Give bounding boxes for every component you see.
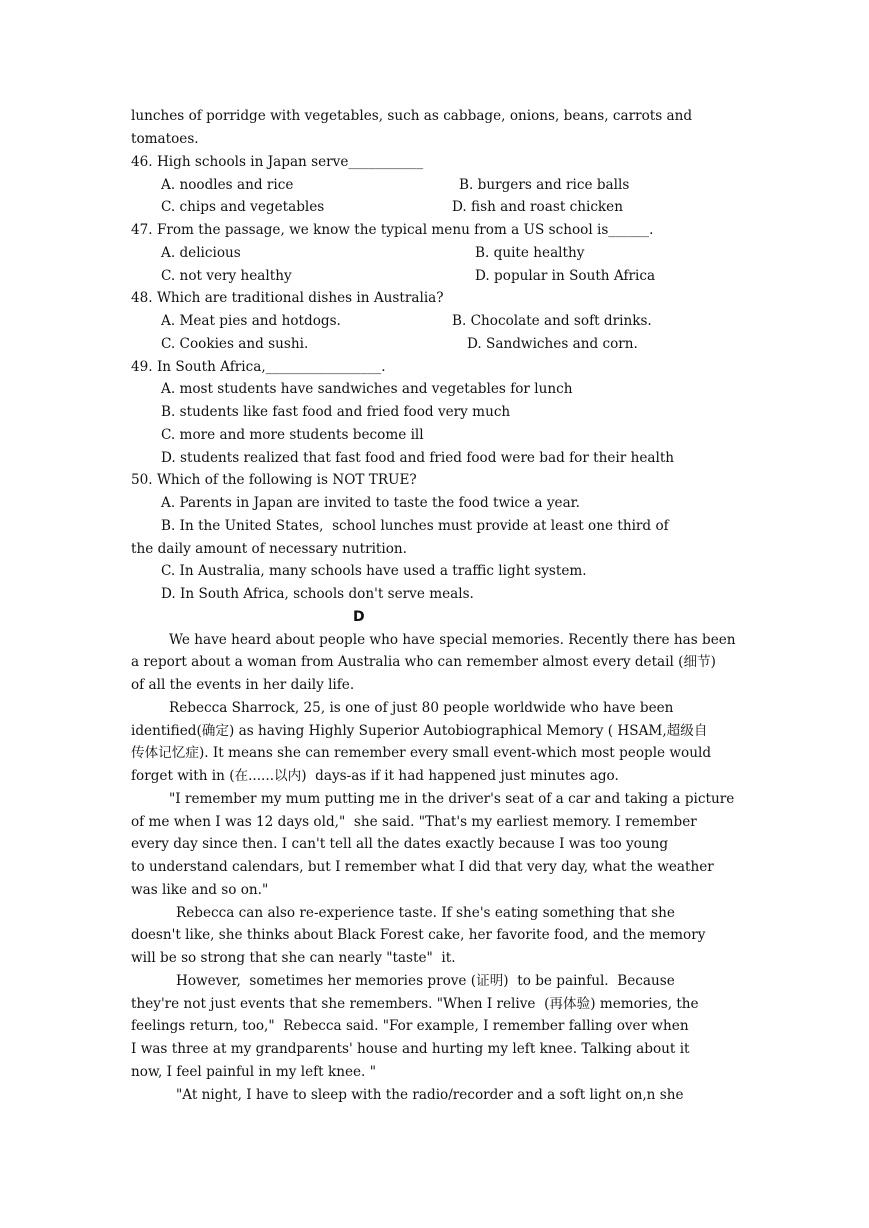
question-48-option-a: A. Meat pies and hotdogs. — [161, 313, 341, 329]
passage-line: However, sometimes her memories prove (证明) to be painful. Because — [176, 973, 675, 989]
question-49-option-c: C. more and more students become ill — [161, 427, 424, 443]
passage-line: of all the events in her daily life. — [131, 677, 355, 693]
question-46-option-a: A. noodles and rice — [161, 177, 294, 193]
passage-line: doesn't like, she thinks about Black Forest cake, her favorite food, and the memory — [131, 927, 706, 943]
question-47-option-d: D. popular in South Africa — [475, 268, 656, 284]
question-46-stem: 46. High schools in Japan serve___________ — [131, 154, 424, 170]
question-47-option-c: C. not very healthy — [161, 268, 292, 284]
passage-line: Rebecca can also re-experience taste. If she's eating something that she — [176, 905, 675, 921]
passage-line: now, I feel painful in my left knee. " — [131, 1064, 376, 1080]
passage-line: a report about a woman from Australia who can remember almost every detail (细节) — [131, 654, 716, 670]
question-48-option-d: D. Sandwiches and corn. — [467, 336, 638, 352]
fragment-line: tomatoes. — [131, 131, 199, 147]
question-46-option-b: B. burgers and rice balls — [459, 177, 630, 193]
question-49-stem: 49. In South Africa,_________________. — [131, 359, 386, 375]
passage-line: feelings return, too," Rebecca said. "For example, I remember falling over when — [131, 1018, 689, 1034]
question-50-stem: 50. Which of the following is NOT TRUE? — [131, 472, 417, 488]
question-49-option-b: B. students like fast food and fried food very much — [161, 404, 511, 420]
section-heading: D — [353, 609, 365, 625]
question-47-stem: 47. From the passage, we know the typical menu from a US school is______. — [131, 222, 654, 238]
passage-line: to understand calendars, but I remember what I did that very day, what the weather — [131, 859, 714, 875]
question-50-option-b: B. In the United States, school lunches must provide at least one third of — [161, 518, 669, 534]
passage-line: We have heard about people who have special memories. Recently there has been — [169, 632, 736, 648]
question-49-option-a: A. most students have sandwiches and vegetables for lunch — [161, 381, 573, 397]
passage-line: I was three at my grandparents' house and hurting my left knee. Talking about it — [131, 1041, 690, 1057]
question-50-option-c: C. In Australia, many schools have used a traffic light system. — [161, 563, 587, 579]
question-48-option-c: C. Cookies and sushi. — [161, 336, 309, 352]
passage-line: "At night, I have to sleep with the radio/recorder and a soft light on,n she — [176, 1087, 684, 1103]
passage-line: forget with in (在......以内) days-as if it had happened just minutes ago. — [131, 768, 619, 784]
passage-line: will be so strong that she can nearly "taste" it. — [131, 950, 456, 966]
question-46-option-c: C. chips and vegetables — [161, 199, 325, 215]
passage-line: Rebecca Sharrock, 25, is one of just 80 people worldwide who have been — [169, 700, 674, 716]
passage-line: "I remember my mum putting me in the driver's seat of a car and taking a picture — [169, 791, 735, 807]
passage-line: every day since then. I can't tell all the dates exactly because I was too young — [131, 836, 669, 852]
passage-line: 传体记忆症). It means she can remember every small event-which most people would — [131, 745, 712, 761]
passage-line: identified(确定) as having Highly Superior Autobiographical Memory ( HSAM,超级自 — [131, 723, 708, 739]
passage-line: was like and so on." — [131, 882, 269, 898]
question-47-option-b: B. quite healthy — [475, 245, 585, 261]
question-50-option-a: A. Parents in Japan are invited to taste the food twice a year. — [161, 495, 580, 511]
question-48-stem: 48. Which are traditional dishes in Australia? — [131, 290, 444, 306]
question-50-option-b-continued: the daily amount of necessary nutrition. — [131, 541, 407, 557]
passage-line: they're not just events that she remembers. "When I relive (再体验) memories, the — [131, 996, 699, 1012]
fragment-line: lunches of porridge with vegetables, such as cabbage, onions, beans, carrots and — [131, 108, 693, 124]
question-48-option-b: B. Chocolate and soft drinks. — [452, 313, 652, 329]
question-46-option-d: D. fish and roast chicken — [452, 199, 623, 215]
question-49-option-d: D. students realized that fast food and fried food were bad for their health — [161, 450, 675, 466]
question-47-option-a: A. delicious — [161, 245, 241, 261]
passage-line: of me when I was 12 days old," she said. "That's my earliest memory. I remember — [131, 814, 697, 830]
question-50-option-d: D. In South Africa, schools don't serve meals. — [161, 586, 474, 602]
